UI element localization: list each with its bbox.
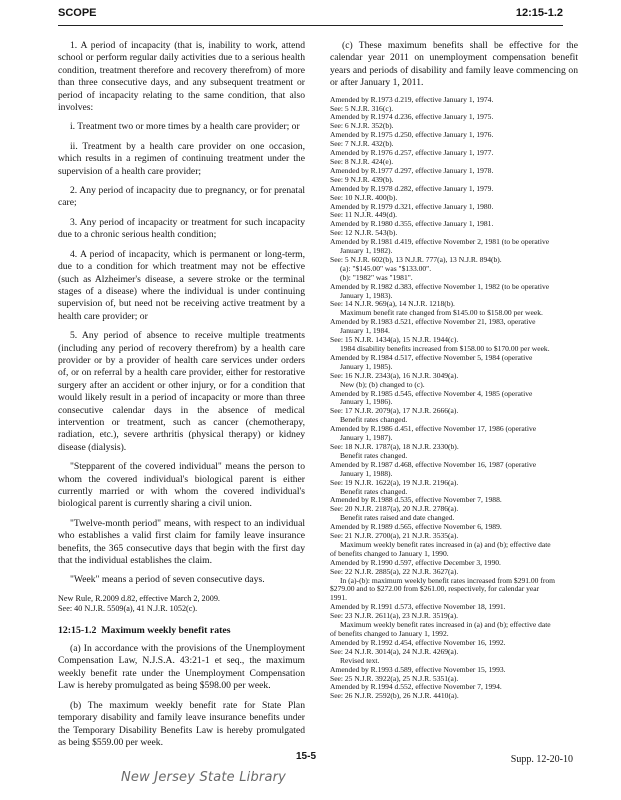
- amendment-line: See: 8 N.J.R. 424(e).: [330, 156, 394, 166]
- amendment-line: Benefit rates changed.: [340, 486, 408, 496]
- definition-para: 2. Any period of incapacity due to pregnancy, or for prenatal care;: [58, 185, 305, 209]
- amendment-line: Amended by R.1982 d.383, effective November 1, 1982 (to be operative: [330, 281, 550, 291]
- amendment-line: See: 6 N.J.R. 352(b).: [330, 121, 394, 131]
- section-para: (a) In accordance with the provisions of the Unemployment Compensation Law, N.J.S.A. 43:21-1 et seq., the maximum weekly benefit rate under the Unemployment Compensation Law is hereby promulgated as being $598.00 per week.: [58, 643, 305, 692]
- amendment-line: See: 18 N.J.R. 1787(a), 18 N.J.R. 2330(b).: [330, 441, 459, 451]
- amendment-line: Amended by R.1985 d.545, effective November 4, 1985 (operative: [330, 388, 533, 398]
- definition-para: 1. A period of incapacity (that is, inability to work, attend school or perform regular daily activities due to a serious health condition, treatment therefore and recovery therefrom) of more than three consecutive days, and any subsequent treatment or period of incapacity relating to the same condition, that also involves:: [58, 40, 305, 114]
- amendment-history: [330, 96, 578, 702]
- amendment-line: Amended by R.1981 d.419, effective November 2, 1981 (to be operative: [330, 237, 550, 247]
- section-para: (b) The maximum weekly benefit rate for State Plan temporary disability and family leave insurance benefits under the Temporary Disability Benefits Law is hereby promulgated as being $559.00 per week.: [58, 699, 305, 748]
- amendment-line: See: 26 N.J.R. 2592(b), 26 N.J.R. 4410(a).: [330, 691, 459, 701]
- amendment-line: Revised text.: [340, 655, 380, 665]
- running-header: [58, 7, 563, 26]
- definition-para: 5. Any period of absence to receive multiple treatments (including any period of recovery therefrom) by a health care provider or by a provider of health care services under orders of, or on referral by a health care provider, either for restorative surgery after an accident or other injury, or for a condition that would likely result in a period of incapacity or more than three consecutive calendar days in the absence of medical intervention or treatment, such as cancer (chemotherapy, radiation, etc.), severe arthritis (physical therapy) or kidney disease (dialysis).: [58, 330, 305, 453]
- amendment-line: Amended by R.1991 d.573, effective November 18, 1991.: [330, 602, 506, 612]
- amendment-line: Amended by R.1973 d.219, effective January 1, 1974.: [330, 94, 494, 104]
- amendment-line: Amended by R.1989 d.565, effective November 6, 1989.: [330, 522, 502, 532]
- amendment-line: Maximum weekly benefit rates increased in (a) and (b); effective date: [340, 620, 551, 630]
- page-number: 15-5: [296, 751, 317, 762]
- amendment-line: See: 5 N.J.R. 602(b), 13 N.J.R. 777(a), 13 N.J.R. 894(b).: [330, 254, 502, 264]
- amendment-line: See: 11 N.J.R. 449(d).: [330, 210, 398, 220]
- amendment-line: Amended by R.1974 d.236, effective January 1, 1975.: [330, 112, 494, 122]
- amendment-line: New (b); (b) changed to (c).: [340, 379, 425, 389]
- amendment-line: Maximum weekly benefit rates increased in (a) and (b); effective date: [340, 539, 551, 549]
- amendment-line: 1991.: [330, 593, 347, 603]
- amendment-line: of benefits changed to January 1, 1992.: [330, 629, 449, 638]
- amendment-line: January 1, 1983).: [340, 290, 393, 300]
- amendment-line: Benefit rates changed.: [340, 415, 408, 425]
- amendment-line: January 1, 1987).: [340, 433, 393, 443]
- left-column: [58, 40, 305, 756]
- definition-para: i. Treatment two or more times by a health care provider; or: [70, 121, 300, 133]
- amendment-line: See: 9 N.J.R. 439(b).: [330, 174, 394, 184]
- amendment-line: Amended by R.1994 d.552, effective November 7, 1994.: [330, 682, 502, 692]
- section-para: (c) These maximum benefits shall be effective for the calendar year 2011 on unemployment compensation benefit years and periods of disability and family leave commencing on or after January 1, 2011.: [330, 40, 578, 89]
- amendment-line: See: 17 N.J.R. 2079(a), 17 N.J.R. 2666(a).: [330, 406, 459, 416]
- header-title: SCOPE: [58, 7, 97, 19]
- amendment-line: See: 7 N.J.R. 432(b).: [330, 139, 394, 149]
- amendment-line: Amended by R.1986 d.451, effective November 17, 1986 (operative: [330, 424, 537, 434]
- source-note: New Rule, R.2009 d.82, effective March 2, 2009. See: 40 N.J.R. 5509(a), 41 N.J.R. 1052(c).: [58, 593, 220, 614]
- header-section: 12:15-1.2: [515, 7, 563, 19]
- amendment-line: See: 24 N.J.R. 3014(a), 24 N.J.R. 4269(a).: [330, 646, 459, 656]
- amendment-line: See: 19 N.J.R. 1622(a), 19 N.J.R. 2196(a).: [330, 477, 459, 487]
- amendment-line: Amended by R.1978 d.282, effective January 1, 1979.: [330, 183, 494, 193]
- amendment-line: Amended by R.1988 d.535, effective November 7, 1988.: [330, 495, 502, 505]
- amendment-line: In (a)-(b): maximum weekly benefit rates increased from $291.00 from: [340, 575, 556, 585]
- amendment-line: Amended by R.1992 d.454, effective November 16, 1992.: [330, 637, 506, 647]
- supplement-date: Supp. 12-20-10: [510, 754, 573, 765]
- amendment-line: (b): "1982" was "1981".: [340, 272, 413, 282]
- amendment-line: See: 12 N.J.R. 543(b).: [330, 228, 398, 238]
- definition-para: "Twelve-month period" means, with respect to an individual who establishes a valid first claim for family leave insurance benefits, the 365 consecutive days that begin with the first day that the individual establishes the claim.: [58, 517, 305, 567]
- definition-para: "Week" means a period of seven consecutive days.: [70, 574, 265, 586]
- amendment-line: See: 23 N.J.R. 2611(a), 23 N.J.R. 3519(a).: [330, 611, 459, 621]
- amendment-line: Amended by R.1977 d.297, effective January 1, 1978.: [330, 165, 494, 175]
- section-heading: [58, 625, 305, 637]
- amendment-line: January 1, 1982).: [340, 246, 393, 256]
- amendment-line: January 1, 1986).: [340, 397, 393, 407]
- amendment-line: Amended by R.1980 d.355, effective January 1, 1981.: [330, 219, 494, 229]
- amendment-line: Amended by R.1979 d.321, effective January 1, 1980.: [330, 201, 494, 211]
- amendment-line: Amended by R.1984 d.517, effective November 5, 1984 (operative: [330, 352, 533, 362]
- amendment-line: Benefit rates raised and date changed.: [340, 513, 455, 523]
- definition-para: 3. Any period of incapacity or treatment for such incapacity due to a chronic serious health condition;: [58, 216, 305, 241]
- amendment-line: See: 15 N.J.R. 1434(a), 15 N.J.R. 1944(c).: [330, 335, 459, 345]
- amendment-line: Amended by R.1990 d.597, effective December 3, 1990.: [330, 557, 501, 567]
- amendment-line: of benefits changed to January 1, 1990.: [330, 548, 449, 558]
- amendment-line: Maximum benefit rate changed from $145.00 to $158.00 per week.: [340, 308, 543, 318]
- amendment-line: See: 20 N.J.R. 2187(a), 20 N.J.R. 2786(a).: [330, 504, 459, 514]
- amendment-line: January 1, 1984.: [340, 326, 390, 336]
- amendment-line: See: 25 N.J.R. 3922(a), 25 N.J.R. 5351(a).: [330, 673, 459, 683]
- right-column: [330, 40, 578, 701]
- amendment-line: See: 5 N.J.R. 316(c).: [330, 103, 394, 113]
- definition-para: "Stepparent of the covered individual" means the person to whom the covered individual's biological parent is either currently married or with whom the covered individual's biological parent is currently sharing a civil union.: [58, 461, 305, 510]
- amendment-line: See: 22 N.J.R. 2885(a), 22 N.J.R. 3627(a).: [330, 566, 459, 576]
- amendment-line: See: 16 N.J.R. 2343(a), 16 N.J.R. 3049(a).: [330, 370, 459, 380]
- library-stamp: New Jersey State Library: [121, 770, 287, 785]
- amendment-line: January 1, 1985).: [340, 361, 393, 371]
- section-title: Maximum weekly benefit rates: [101, 624, 231, 636]
- amendment-line: Amended by R.1993 d.589, effective November 15, 1993.: [330, 664, 506, 674]
- amendment-line: Benefit rates changed.: [340, 450, 408, 460]
- amendment-line: 1984 disability benefits increased from $158.00 to $170.00 per week.: [340, 344, 550, 353]
- amendment-line: See: 14 N.J.R. 969(a), 14 N.J.R. 1218(b).: [330, 299, 455, 309]
- amendment-line: See: 21 N.J.R. 2700(a), 21 N.J.R. 3535(a).: [330, 531, 459, 541]
- amendment-line: (a): "$145.00" was "$133.00".: [340, 263, 432, 273]
- amendment-line: Amended by R.1975 d.250, effective January 1, 1976.: [330, 130, 494, 140]
- section-number: 12:15-1.2: [58, 624, 97, 636]
- amendment-line: Amended by R.1987 d.468, effective November 16, 1987 (operative: [330, 459, 537, 469]
- amendment-line: Amended by R.1976 d.257, effective January 1, 1977.: [330, 148, 494, 158]
- amendment-line: January 1, 1988).: [340, 468, 393, 478]
- amendment-line: Amended by R.1983 d.521, effective November 21, 1983, operative: [330, 317, 536, 327]
- amendment-line: $279.00 and to $272.00 from $261.00, respectively, for calendar year: [330, 584, 540, 594]
- definition-para: 4. A period of incapacity, which is permanent or long-term, due to a condition for which treatment may not be effective (such as Alzheimer's disease, a severe stroke or the terminal stages of a disease) where the individual is under continuing supervision of, but need not be receiving active treatment by a health care provider; or: [58, 248, 305, 322]
- amendment-line: See: 10 N.J.R. 400(b).: [330, 192, 398, 202]
- definition-para: ii. Treatment by a health care provider on one occasion, which results in a regimen of continuing treatment under the supervision of a health care provider;: [58, 140, 305, 177]
